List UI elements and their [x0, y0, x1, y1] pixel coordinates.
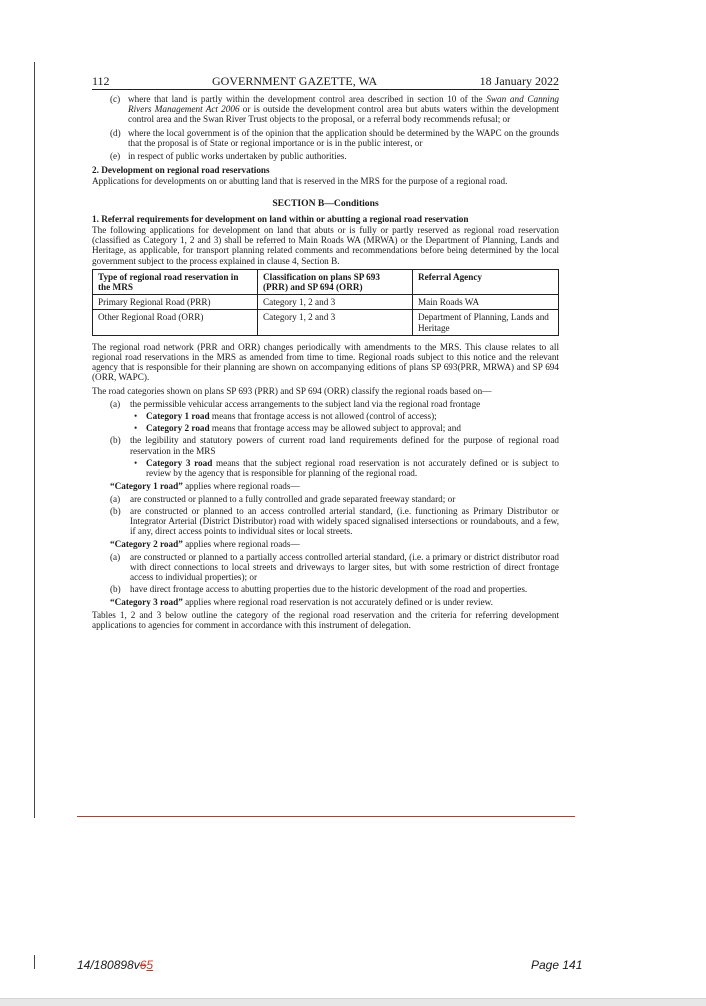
table-header-row: [93, 269, 559, 294]
table-header-cell: Referral Agency: [413, 269, 559, 294]
margin-change-bar-footer: [34, 955, 35, 969]
table-header-cell: Type of regional road reservation in the MRS: [93, 269, 258, 294]
bullet-icon: •: [134, 423, 138, 434]
table-header-cell: Classification on plans SP 693 (PRR) and SP 694 (ORR): [258, 269, 413, 294]
document-body: [92, 94, 559, 633]
table-cell: Main Roads WA: [413, 295, 559, 310]
margin-change-bar: [34, 62, 35, 818]
deleted-text: 6: [139, 958, 147, 972]
bullet-icon: •: [134, 411, 138, 422]
list-item: (b) have direct frontage access to abutting properties due to the historic development of the road and properties.: [110, 584, 528, 595]
red-divider: [77, 816, 575, 817]
list-item: (c) where that land is partly within the development control area described in section 10 of the Swan and Canning Rivers Management Act 2006 or is outside the development control area but abuts waters within the development control area and the Swan River Trust objects to the proposal, or a referral body recommends refusal; or: [110, 94, 560, 125]
category-2-definition: “Category 2 road” applies where regional roads—: [110, 539, 300, 550]
header-page-number: 112: [92, 74, 110, 88]
table-cell: Category 1, 2 and 3: [258, 310, 413, 335]
table-cell: Department of Planning, Lands and Heritage: [413, 310, 559, 335]
list-item: (a) are constructed or planned to a partially access controlled arterial standard, (i.e. a primary or district distributor road with direct connections to local streets and driveways to larger sites, but with some restriction of direct frontage access to individual properties); or: [110, 551, 559, 582]
table-row: [93, 295, 559, 310]
inserted-text: 5: [146, 958, 154, 972]
paragraph: The following applications for development on land that abuts or is fully or partly reserved as regional road reservation (classified as Category 1, 2 and 3) shall be referred to Main Roads WA (MRWA) or the Department of Planning, Lands and Heritage, as applicable, for transport planning related comments and recommendations before being determined by the local government subject to the process explained in clause 4, Section B.: [92, 225, 559, 266]
paragraph: The road categories shown on plans SP 693 (PRR) and SP 694 (ORR) classify the regional roads based on—: [92, 385, 492, 396]
list-item: (b) are constructed or planned to an access controlled arterial standard, (i.e. functioning as Primary Distributor or Integrator Arterial (District Distributor) road with widely spaced signalised intersections or roundabouts, and a few, if any, direct access points to individual sites or local streets.: [110, 505, 559, 537]
bullet-item: • Category 1 road means that frontage access is not allowed (control of access);: [134, 411, 437, 422]
table-cell: Other Regional Road (ORR): [93, 310, 258, 335]
section-heading: 1. Referral requirements for development on land within or abutting a regional road reservation: [92, 213, 469, 224]
paragraph: Applications for developments on or abutting land that is reserved in the MRS for the purpose of a regional road.: [92, 176, 508, 187]
bullet-icon: •: [134, 457, 138, 468]
section-title: SECTION B—Conditions: [272, 197, 379, 209]
table-row: [93, 310, 559, 335]
list-item: (e) in respect of public works undertaken by public authorities.: [110, 151, 347, 162]
bullet-item: • Category 3 road means that the subject regional road reservation is not accurately defined or is subject to review by the agency that is responsible for planning of the regional road.: [134, 457, 559, 479]
list-item: (b) the legibility and statutory powers of current road land requirements defined for the purpose of regional road reservation in the MRS: [110, 435, 559, 456]
category-1-definition: “Category 1 road” applies where regional roads—: [110, 481, 300, 492]
header-publication: GOVERNMENT GAZETTE, WA: [212, 74, 378, 88]
header-date: 18 January 2022: [479, 74, 559, 88]
section-heading: 2. Development on regional road reservations: [92, 165, 270, 176]
bullet-item: • Category 2 road means that frontage access may be allowed subject to approval; and: [134, 423, 461, 434]
list-item: (a) are constructed or planned to a fully controlled and grade separated freeway standard; or: [110, 493, 456, 504]
category-3-definition: “Category 3 road” applies where regional road reservation is not accurately defined or is under review.: [110, 597, 493, 608]
paragraph: Tables 1, 2 and 3 below outline the category of the regional road reservation and the criteria for referring development applications to agencies for comment in accordance with this instrument of delegation.: [92, 609, 559, 630]
document-reference: 14/180898v65: [77, 958, 154, 972]
paragraph: The regional road network (PRR and ORR) changes periodically with amendments to the MRS. This clause relates to all regional road reservations in the MRS as amended from time to time. Regional roads subject to this notice and the relevant agency that is responsible for their planning are shown on accompanying editions of plans SP 693(PRR, MRWA) and SP 694 (ORR, WAPC).: [92, 341, 559, 383]
table-cell: Category 1, 2 and 3: [258, 295, 413, 310]
list-item: (d) where the local government is of the opinion that the application should be determined by the WAPC on the grounds that the proposal is of State or regional importance or is in the public interest, or: [110, 127, 559, 148]
table-cell: Primary Regional Road (PRR): [93, 295, 258, 310]
gazette-header: [92, 74, 559, 90]
footer-page-number: Page 141: [531, 958, 583, 972]
list-item: (a) the permissible vehicular access arrangements to the subject land via the regional road frontage: [110, 398, 481, 409]
referral-table: [92, 269, 559, 336]
